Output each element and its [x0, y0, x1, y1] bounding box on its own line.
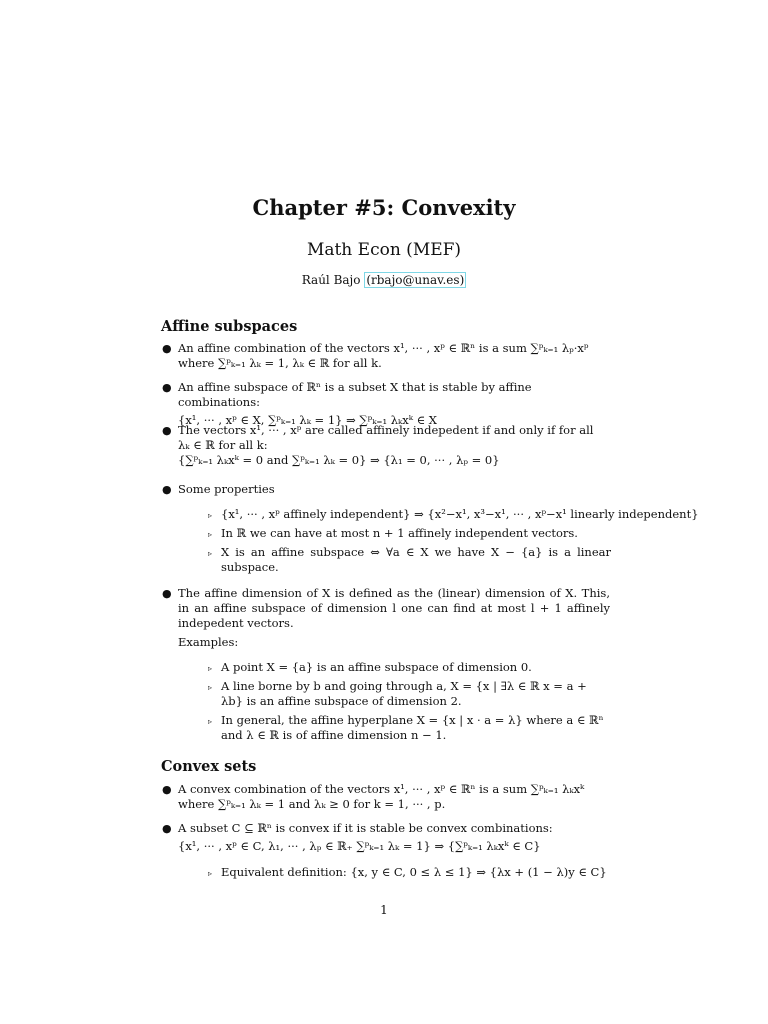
item-line: where ∑ᵖₖ₌₁ λₖ = 1, λₖ ∈ ℝ for all k.: [178, 356, 382, 370]
item-line: A subset C ⊆ ℝⁿ is convex if it is stable be convex combinations:: [178, 821, 553, 835]
bullet-icon: ●: [162, 342, 172, 355]
item-line: The vectors x¹, ··· , xᵖ are called affinely indepedent if and only if for all: [178, 423, 594, 437]
item-line: where ∑ᵖₖ₌₁ λₖ = 1 and λₖ ≥ 0 for k = 1, ··· , p.: [178, 797, 446, 811]
sub-list-item: ▹ A line borne by b and going through a, X = {x | ∃λ ∈ ℝ x = a + λb} is an affine subspace of dimension 2.: [208, 679, 587, 708]
bullet-icon: ●: [162, 822, 172, 835]
section-heading: Convex sets: [161, 758, 257, 775]
item-line: Examples:: [178, 635, 239, 649]
triangle-bullet-icon: ▹: [208, 549, 213, 558]
list-item: [162, 821, 618, 854]
item-line: A convex combination of the vectors x¹, ··· , xᵖ ∈ ℝⁿ is a sum ∑ᵖₖ₌₁ λₖxᵏ: [178, 782, 585, 796]
list-item: [162, 380, 610, 428]
author-email-link[interactable]: (rbajo@unav.es): [366, 273, 465, 287]
page-subtitle: Math Econ (MEF): [306, 240, 462, 260]
list-item: [162, 586, 610, 650]
triangle-bullet-icon: ▹: [208, 664, 213, 673]
item-paragraph: The affine dimension of X is defined as the (linear) dimension of X. This, in an affine subspace of dimension l one can find at most l + 1 affinely indepedent vectors.: [178, 586, 610, 630]
sub-list-item: ▹ Equivalent definition: {x, y ∈ C, 0 ≤ λ ≤ 1} ⇒ {λx + (1 − λ)y ∈ C}: [208, 865, 607, 879]
sub-list-item: ▹ In ℝ we can have at most n + 1 affinely independent vectors.: [208, 526, 578, 540]
list-item: [162, 341, 610, 371]
author-name: Raúl Bajo: [301, 273, 361, 287]
bullet-icon: ●: [162, 587, 172, 600]
bullet-icon: ●: [162, 424, 172, 437]
item-line: {∑ᵖₖ₌₁ λₖxᵏ = 0 and ∑ᵖₖ₌₁ λₖ = 0} ⇒ {λ₁ = 0, ··· , λₚ = 0}: [178, 453, 500, 467]
triangle-bullet-icon: ▹: [208, 683, 213, 692]
triangle-bullet-icon: ▹: [208, 717, 213, 726]
page-number: 1: [380, 903, 388, 917]
page-title: Chapter #5: Convexity: [252, 195, 516, 220]
item-line: An affine combination of the vectors x¹, ··· , xᵖ ∈ ℝⁿ is a sum ∑ᵖₖ₌₁ λₚ·xᵖ: [178, 341, 589, 355]
list-item: [162, 782, 610, 812]
item-line: λₖ ∈ ℝ for all k:: [178, 438, 268, 452]
sub-list-item: ▹ In general, the affine hyperplane X = {x | x · a = λ} where a ∈ ℝⁿ and λ ∈ ℝ is of affine dimension n − 1.: [208, 713, 604, 742]
bullet-icon: ●: [162, 381, 172, 394]
triangle-bullet-icon: ▹: [208, 869, 213, 878]
item-line: Some properties: [178, 482, 275, 496]
sub-list-item: ▹ X is an affine subspace ⇔ ∀a ∈ X we have X − {a} is a linear subspace.: [208, 545, 611, 574]
triangle-bullet-icon: ▹: [208, 530, 213, 539]
author-line: [0, 273, 768, 287]
bullet-icon: ●: [162, 483, 172, 496]
triangle-bullet-icon: ▹: [208, 511, 213, 520]
section-heading: Affine subspaces: [161, 318, 298, 335]
item-line: {x¹, ··· , xᵖ ∈ X, ∑ᵖₖ₌₁ λₖ = 1} ⇒ ∑ᵖₖ₌₁ λₖxᵏ ∈ X: [178, 413, 437, 427]
item-line: {x¹, ··· , xᵖ ∈ C, λ₁, ··· , λₚ ∈ ℝ₊ ∑ᵖₖ₌₁ λₖ = 1} ⇒ {∑ᵖₖ₌₁ λₖxᵏ ∈ C}: [178, 839, 541, 853]
bullet-icon: ●: [162, 783, 172, 796]
item-line: An affine subspace of ℝⁿ is a subset X that is stable by affine combinations:: [178, 380, 532, 409]
list-item: [162, 423, 610, 468]
list-item: [162, 482, 610, 497]
sub-list-item: ▹ {x¹, ··· , xᵖ affinely independent} ⇒ {x²−x¹, x³−x¹, ··· , xᵖ−x¹ linearly independent}: [208, 507, 699, 521]
sub-list-item: ▹ A point X = {a} is an affine subspace of dimension 0.: [208, 660, 532, 674]
